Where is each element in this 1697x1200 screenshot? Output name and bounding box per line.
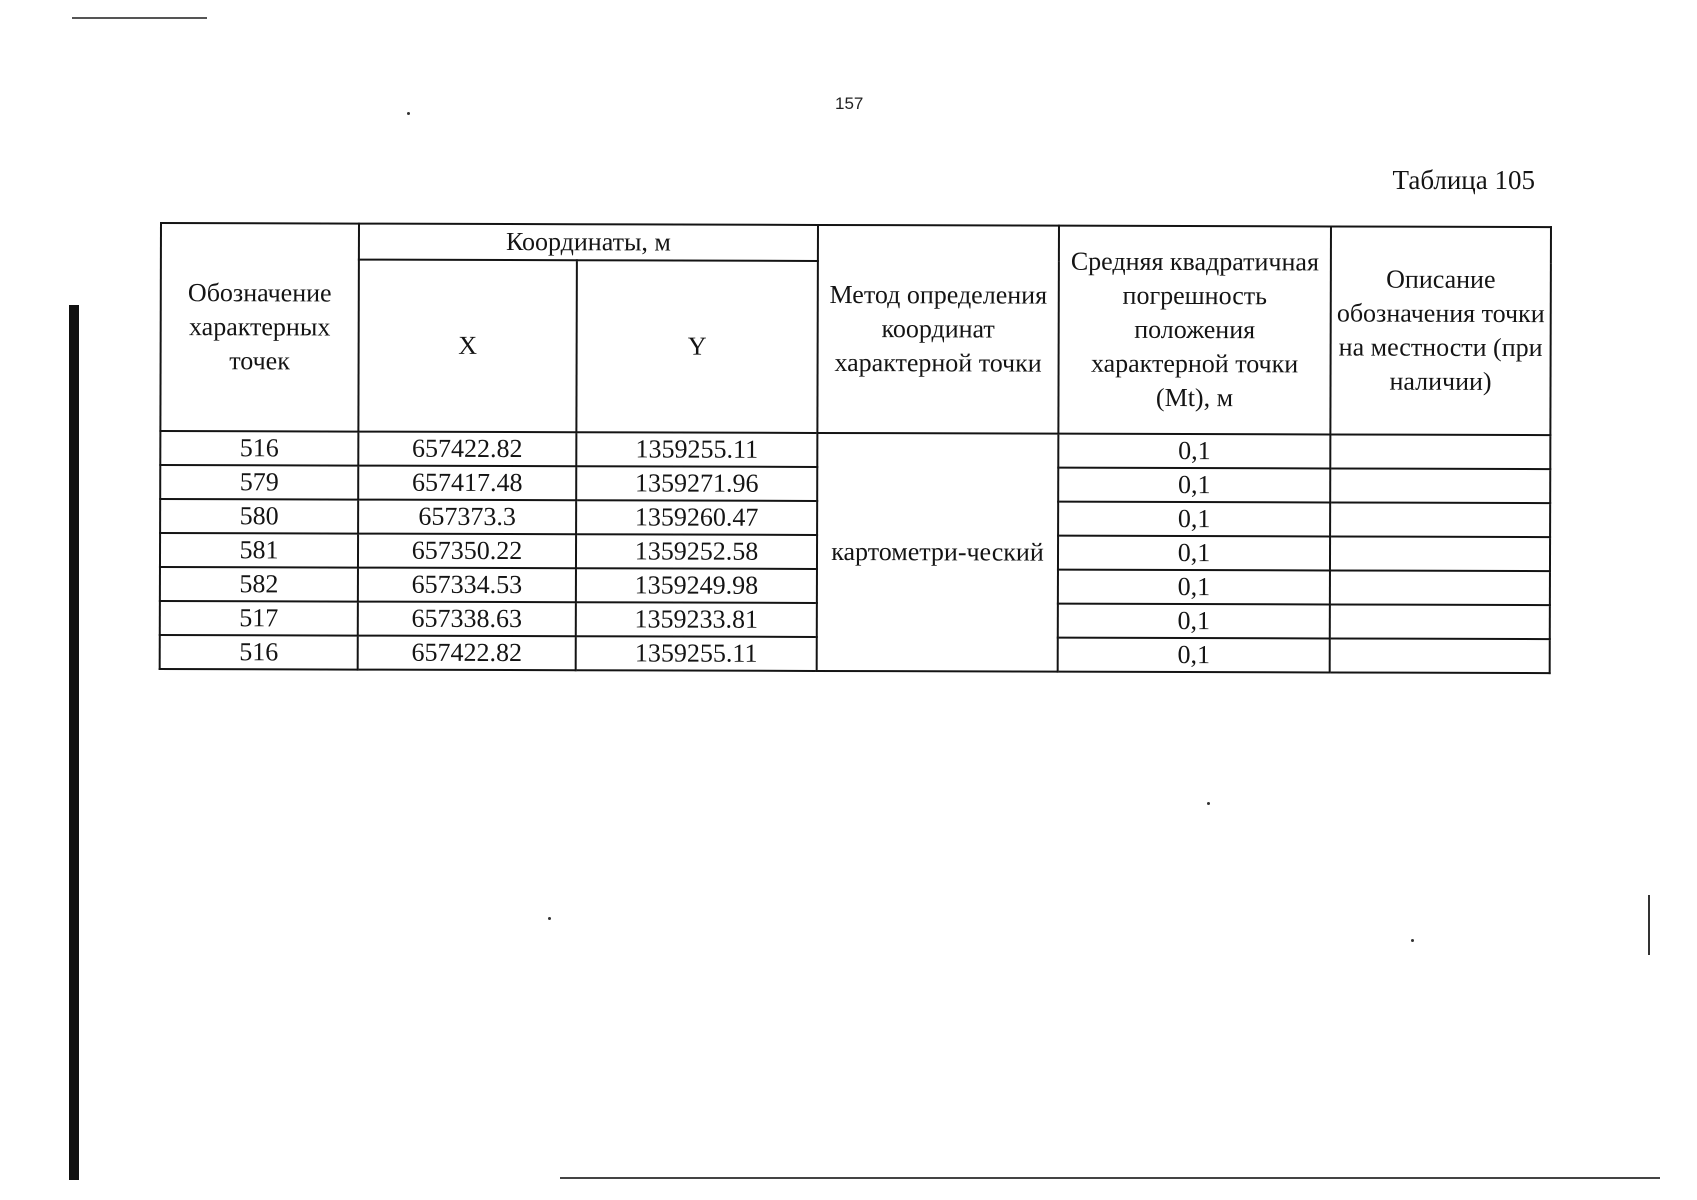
cell-point: 516	[160, 431, 358, 466]
cell-point: 580	[160, 499, 358, 534]
cell-mt: 0,1	[1058, 535, 1330, 570]
cell-x: 657350.22	[358, 533, 576, 568]
cell-y: 1359252.58	[576, 534, 817, 569]
header-method: Метод определения координат характерной точки	[817, 225, 1059, 434]
cell-x: 657422.82	[358, 635, 576, 670]
cell-x: 657373.3	[358, 499, 576, 534]
page-number: 157	[835, 94, 864, 113]
scan-artifact-dot	[1207, 802, 1210, 805]
cell-mt: 0,1	[1058, 603, 1330, 638]
cell-y: 1359271.96	[576, 466, 817, 501]
cell-mt: 0,1	[1058, 637, 1330, 672]
cell-x: 657422.82	[358, 431, 576, 466]
cell-y: 1359255.11	[576, 636, 817, 671]
header-description: Описание обозначения точки на местности (при наличии)	[1330, 226, 1551, 434]
cell-point: 516	[160, 635, 358, 670]
coordinates-table	[159, 222, 1552, 674]
cell-point: 517	[160, 601, 358, 636]
cell-y: 1359233.81	[576, 602, 817, 637]
cell-description	[1330, 604, 1550, 639]
cell-y: 1359249.98	[576, 568, 817, 603]
scan-artifact-dot	[407, 112, 410, 115]
cell-mt: 0,1	[1058, 467, 1330, 502]
cell-description	[1330, 570, 1550, 605]
table-row	[160, 431, 1550, 469]
cell-description	[1330, 502, 1550, 537]
scan-artifact-mark	[1648, 895, 1650, 955]
scan-artifact-dot	[548, 917, 551, 920]
cell-method: картометри-ческий	[817, 433, 1059, 672]
cell-point: 581	[160, 533, 358, 568]
cell-x: 657334.53	[358, 567, 576, 602]
scan-artifact-dot	[1411, 939, 1414, 942]
cell-description	[1330, 536, 1550, 571]
cell-description	[1330, 468, 1550, 503]
table-caption: Таблица 105	[1392, 165, 1535, 195]
scan-artifact-line	[560, 1177, 1660, 1179]
scan-artifact-edge	[69, 305, 79, 1180]
header-coordinates: Координаты, м	[359, 224, 818, 261]
header-y: Y	[576, 260, 818, 433]
cell-x: 657338.63	[358, 601, 576, 636]
cell-mt: 0,1	[1058, 569, 1330, 604]
header-point-designation: Обозначение характерных точек	[160, 223, 359, 431]
cell-x: 657417.48	[358, 465, 576, 500]
cell-mt: 0,1	[1058, 433, 1330, 468]
cell-point: 582	[160, 567, 358, 602]
cell-y: 1359260.47	[576, 500, 817, 535]
cell-mt: 0,1	[1058, 501, 1330, 536]
cell-description	[1330, 638, 1550, 673]
cell-point: 579	[160, 465, 358, 500]
header-mean-square-error: Средняя квадратичная погрешность положения характерной точки (Mt), м	[1058, 226, 1331, 435]
scan-artifact-line	[72, 17, 207, 19]
cell-y: 1359255.11	[576, 432, 817, 467]
header-x: X	[358, 259, 577, 432]
cell-description	[1330, 434, 1550, 469]
